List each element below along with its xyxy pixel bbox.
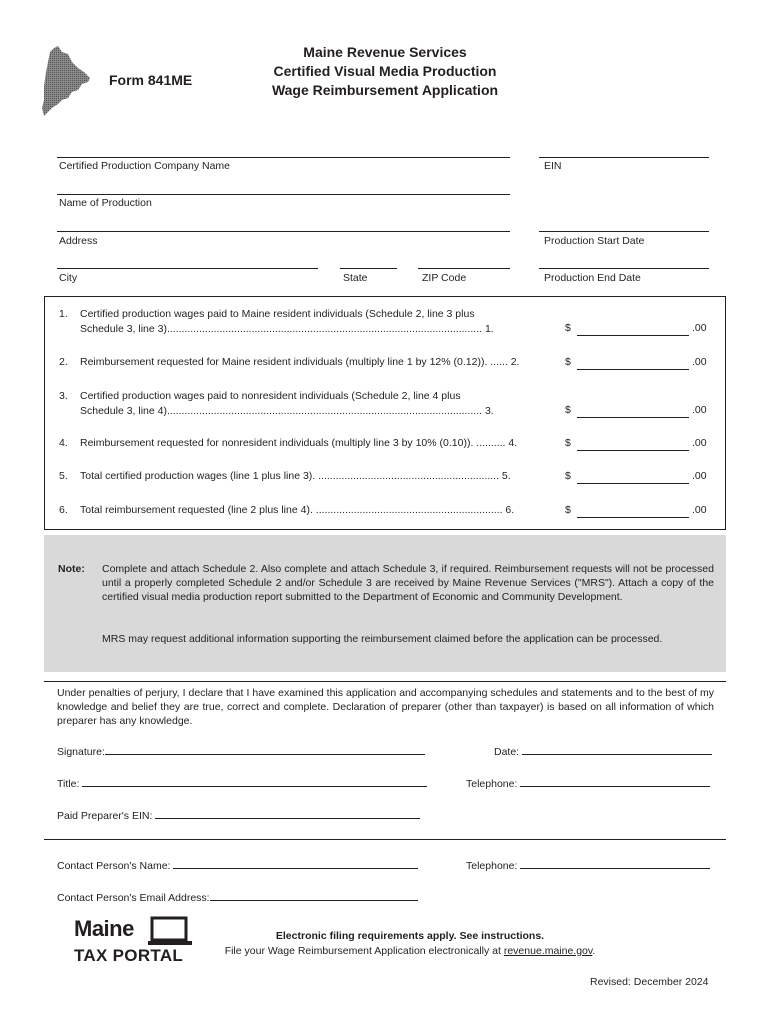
note-label: Note: (58, 563, 85, 575)
line-6-amount-input[interactable] (577, 517, 689, 518)
line-5-text: Total certified production wages (line 1 plus line 3). .............................................................. 5. (80, 470, 511, 482)
end-date-field[interactable] (539, 268, 709, 269)
line-5-number: 5. (59, 470, 68, 482)
start-date-field[interactable] (539, 231, 709, 232)
line-2-number: 2. (59, 356, 68, 368)
line-4-text: Reimbursement requested for nonresident individuals (multiply line 3 by 10% (0.10)). .......... 4. (80, 437, 518, 449)
telephone-row (466, 778, 710, 790)
telephone-label: Telephone: (466, 778, 518, 790)
line-5-cents: .00 (692, 470, 707, 482)
zip-label: ZIP Code (422, 272, 467, 284)
contact-email-field[interactable] (210, 892, 418, 901)
line-4-number: 4. (59, 437, 68, 449)
line-2-dollar: $ (565, 356, 571, 368)
declaration-text: Under penalties of perjury, I declare that I have examined this application and accompanying schedules and statements and to the best of my knowledge and belief they are true, correct and complete. Declaration of preparer (other than taxpayer) is based on all information of which preparer has any knowledge. (57, 687, 714, 727)
date-label: Date: (494, 746, 520, 758)
line-5-amount-input[interactable] (577, 483, 689, 484)
line-3-text: Certified production wages paid to nonresident individuals (Schedule 2, line 4 plus (80, 390, 461, 402)
line-4-dollar: $ (565, 437, 571, 449)
title-line-3: Wage Reimbursement Application (271, 82, 499, 98)
line-1-text: Certified production wages paid to Maine resident individuals (Schedule 2, line 3 plus (80, 308, 475, 320)
note-paragraph-2: MRS may request additional information supporting the reimbursement claimed before the application can be processed. (102, 633, 663, 645)
line-6-number: 6. (59, 504, 68, 516)
city-label: City (59, 272, 78, 284)
title-row (57, 778, 427, 790)
contact-email-label: Contact Person's Email Address: (57, 892, 210, 904)
line-3-number: 3. (59, 390, 68, 402)
title-label: Title: (57, 778, 80, 790)
contact-name-field[interactable] (173, 860, 418, 869)
contact-telephone-field[interactable] (520, 860, 710, 869)
company-name-label: Certified Production Company Name (59, 160, 230, 172)
title-line-1: Maine Revenue Services (303, 44, 467, 60)
line-6-dollar: $ (565, 504, 571, 516)
logo-maine-text: Maine (74, 916, 134, 941)
declaration-divider (44, 681, 726, 682)
production-name-label: Name of Production (59, 197, 152, 209)
efile-requirements: Electronic filing requirements apply. See instructions. (275, 930, 545, 942)
line-1-number: 1. (59, 308, 68, 320)
zip-field[interactable] (418, 268, 510, 269)
efile-instructions (190, 945, 630, 957)
logo-tax-portal-text: TAX PORTAL (74, 946, 184, 965)
start-date-label: Production Start Date (544, 235, 645, 247)
signature-field[interactable] (105, 746, 425, 755)
contact-divider (44, 839, 726, 840)
maine-tax-portal-logo (74, 916, 194, 968)
telephone-field[interactable] (520, 778, 710, 787)
title-line-2: Certified Visual Media Production (273, 63, 497, 79)
line-2-amount-input[interactable] (577, 369, 689, 370)
state-field[interactable] (340, 268, 397, 269)
ein-label: EIN (544, 160, 562, 172)
contact-email-row (57, 892, 418, 904)
line-3-cents: .00 (692, 404, 707, 416)
line-2-text: Reimbursement requested for Maine resident individuals (multiply line 1 by 12% (0.12)). ...... 2. (80, 356, 520, 368)
contact-telephone-row (466, 860, 710, 872)
line-4-cents: .00 (692, 437, 707, 449)
date-field[interactable] (522, 746, 712, 755)
line-1-cents: .00 (692, 322, 707, 334)
city-field[interactable] (57, 268, 318, 269)
efile-text: File your Wage Reimbursement Application electronically at (224, 945, 504, 957)
efile-period: . (592, 945, 596, 957)
line-3-text-cont: Schedule 3, line 4)............................................................................................................ 3. (80, 405, 494, 417)
laptop-icon (148, 916, 192, 946)
line-6-text: Total reimbursement requested (line 2 plus line 4). ................................................................ 6. (80, 504, 515, 516)
line-1-amount-input[interactable] (577, 335, 689, 336)
line-1-dollar: $ (565, 322, 571, 334)
form-number: Form 841ME (109, 72, 193, 88)
contact-name-label: Contact Person's Name: (57, 860, 171, 872)
title-field[interactable] (82, 778, 427, 787)
state-label: State (343, 272, 368, 284)
line-6-cents: .00 (692, 504, 707, 516)
note-paragraph-1: Complete and attach Schedule 2. Also complete and attach Schedule 3, if required. Reimbursement requests will not be processed until a properly completed Schedule 2 and/or Schedule 3 are received by Maine Revenue Services ("MRS"). Attach a copy of the certified visual media production report submitted to the Department of Economic and Community Development. (102, 563, 714, 603)
address-field[interactable] (57, 231, 510, 232)
date-row (494, 746, 712, 758)
preparer-ein-row (57, 810, 420, 822)
signature-label: Signature: (57, 746, 105, 758)
preparer-ein-label: Paid Preparer's EIN: (57, 810, 153, 822)
line-2-cents: .00 (692, 356, 707, 368)
revised-date: Revised: December 2024 (590, 976, 709, 988)
line-1-text-cont: Schedule 3, line 3)............................................................................................................ 1. (80, 323, 494, 335)
production-name-field[interactable] (57, 194, 510, 195)
signature-row (57, 746, 425, 758)
line-3-dollar: $ (565, 404, 571, 416)
revenue-link[interactable]: revenue.maine.gov (503, 945, 593, 957)
line-4-amount-input[interactable] (577, 450, 689, 451)
contact-name-row (57, 860, 418, 872)
maine-state-logo (38, 46, 94, 116)
line-5-dollar: $ (565, 470, 571, 482)
address-label: Address (59, 235, 98, 247)
end-date-label: Production End Date (544, 272, 641, 284)
line-3-amount-input[interactable] (577, 417, 689, 418)
ein-field[interactable] (539, 157, 709, 158)
contact-telephone-label: Telephone: (466, 860, 518, 872)
preparer-ein-field[interactable] (155, 810, 420, 819)
company-name-field[interactable] (57, 157, 510, 158)
